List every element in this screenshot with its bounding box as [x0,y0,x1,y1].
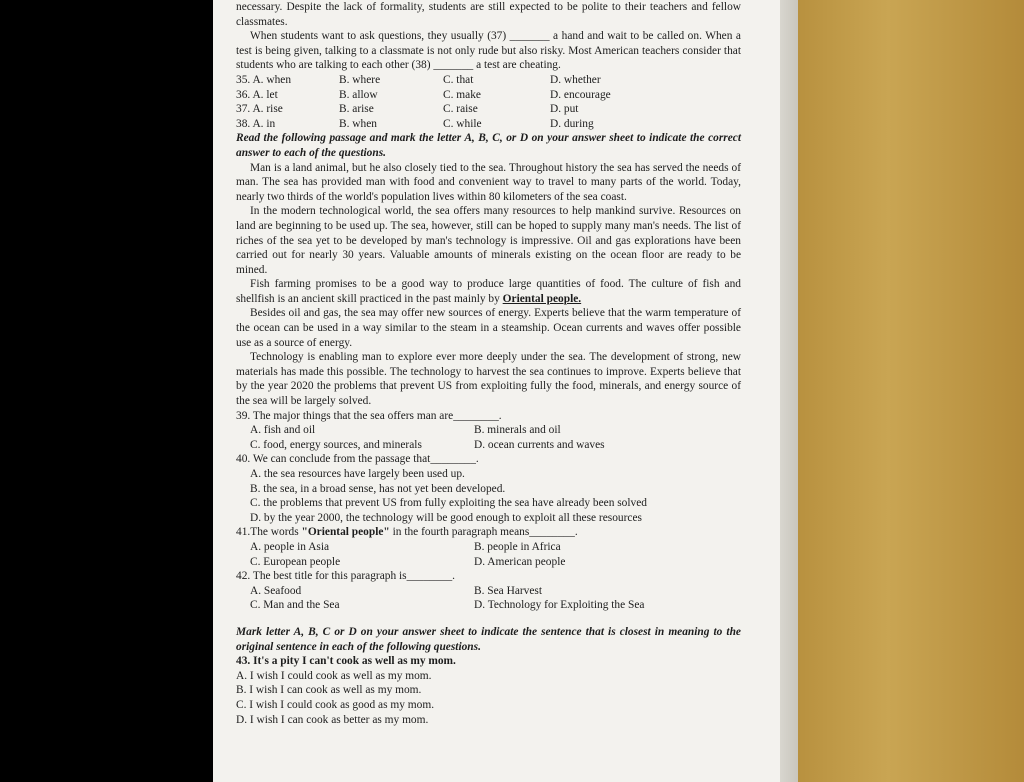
option: B. the sea, in a broad sense, has not yet been developed. [250,482,506,495]
option: C. raise [443,103,478,116]
question-40: 40. We can conclude from the passage that________. [236,453,479,466]
option: A. fish and oil [250,424,316,437]
option: 35. A. when [236,73,292,86]
option: B. I wish I can cook as well as my mom. [236,684,422,697]
option: D. Technology for Exploiting the Sea [474,599,645,612]
q39-options [236,423,741,452]
option: C. make [443,88,481,101]
question-42: 42. The best title for this paragraph is________. [236,570,456,583]
underlined-phrase: Oriental people. [502,292,582,305]
options-37 [236,102,741,117]
option: C. the problems that prevent US from fully exploiting the sea have already been solved [250,497,647,510]
folder-background [798,0,1024,782]
question-39: 39. The major things that the sea offers man are________. [236,409,502,422]
passage-paragraph-1: Man is a land animal, but he also closely tied to the sea. Throughout history the sea has served the needs of man. The sea has provided man with food and convenient way to travel to many parts of the world. Today, nearly two thirds of the world's population lives within 80 kilometers of the sea coast. [236,161,741,203]
option: 38. A. in [236,117,276,130]
option: D. ocean currents and waves [474,438,605,451]
option: A. I wish I could cook as well as my mom. [236,669,432,682]
option: C. Man and the Sea [250,599,340,612]
option: B. arise [339,103,374,116]
cloze-paragraph: When students want to ask questions, they usually (37) _______ a hand and wait to be called on. When a test is being given, talking to a classmate is not only rude but also risky. Most American teachers consider that students who are talking to each other (38) _______ a test are cheating. [236,30,741,72]
option: 36. A. let [236,88,278,101]
q42-options [236,584,741,613]
option: B. when [339,117,377,130]
paper-edge [780,0,798,782]
passage-paragraph-2: In the modern technological world, the sea offers many resources to help mankind survive. Resources on land are beginning to be used up. The sea, however, still can be hoped to supply many man's needs. The list of riches of the sea yet to be developed by man's technology is impressive. Oil and gas explorations have been carried out for nearly 30 years. Valuable amounts of minerals existing on the ocean floor are ready to be mined. [236,205,741,276]
passage-paragraph-3 [236,277,741,306]
option: B. Sea Harvest [474,584,543,597]
passage-paragraph-5: Technology is enabling man to explore ever more deeply under the sea. The development of strong, new materials has made this possible. The technology to harvest the sea continues to improve. Experts believe that by the year 2020 the problems that prevent US from exploiting fully the food, minerals, and energy source of the sea will be largely solved. [236,351,741,408]
q41-options [236,540,741,569]
option: B. minerals and oil [474,424,561,437]
reading-instruction: Read the following passage and mark the letter A, B, C, or D on your answer sheet to indicate the correct answer to each of the questions. [236,132,741,159]
option: B. allow [339,88,378,101]
option: C. I wish I could cook as good as my mom. [236,698,435,711]
option: D. I wish I can cook as better as my mom. [236,713,429,726]
question-43: 43. It's a pity I can't cook as well as my mom. [236,655,456,668]
text-line: necessary. Despite the lack of formality, students are still expected to be polite to their teachers and fellow classmates. [236,1,741,28]
option: A. the sea resources have largely been used up. [250,468,465,480]
exam-paper [213,0,780,782]
option: C. European people [250,555,341,568]
options-38 [236,117,741,132]
spacer [236,613,741,625]
paragraph-text: Fish farming promises to be a good way to produce large quantities of food. The culture of fish and shellfish is an ancient skill practiced in the past mainly by [236,278,741,305]
option: D. during [550,117,594,130]
option: A. Seafood [250,584,302,597]
option: C. while [443,117,482,130]
option: 37. A. rise [236,103,283,116]
question-text: in the fourth paragraph means________. [389,526,578,539]
option: D. encourage [550,88,611,101]
quoted-phrase: "Oriental people" [301,526,390,539]
transformation-instruction: Mark letter A, B, C or D on your answer sheet to indicate the sentence that is closest in meaning to the original sentence in each of the following questions. [236,625,741,653]
option: A. people in Asia [250,540,330,553]
page-content [236,0,741,727]
options-35 [236,73,741,88]
option: D. whether [550,73,601,86]
option: B. where [339,73,381,86]
option: C. that [443,73,474,86]
option: D. by the year 2000, the technology will be good enough to exploit all these resources [250,511,642,524]
option: D. American people [474,555,566,568]
option: C. food, energy sources, and minerals [250,438,422,451]
question-text: 41.The words [236,526,302,539]
passage-paragraph-4: Besides oil and gas, the sea may offer new sources of energy. Experts believe that the warm temperature of the ocean can be used in a way similar to the steam in a steamship. Ocean currents and waves offer possible use as a source of energy. [236,307,741,349]
question-41 [236,525,741,540]
option: D. put [550,103,579,116]
option: B. people in Africa [474,540,561,553]
options-36 [236,88,741,103]
